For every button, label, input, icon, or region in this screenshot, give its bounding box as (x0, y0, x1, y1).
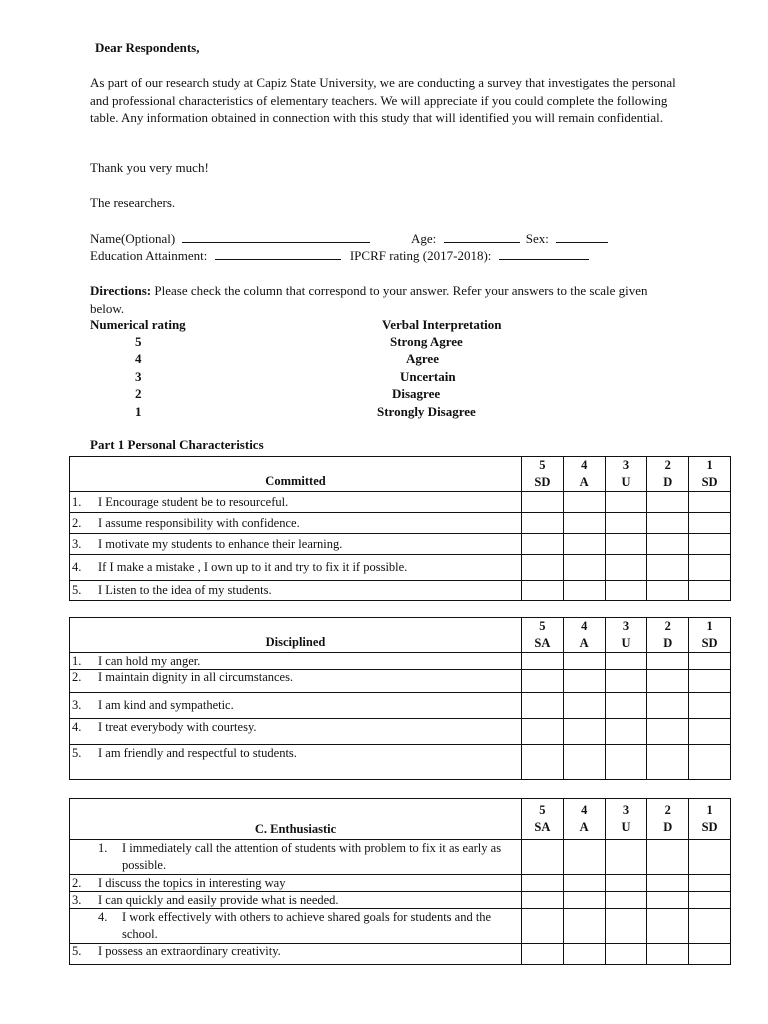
scale-header-numeric: Numerical rating (90, 317, 186, 332)
scale-number: 2 (135, 386, 142, 401)
rating-cell[interactable] (563, 555, 605, 581)
rating-cell[interactable] (647, 670, 689, 693)
rating-cell[interactable] (605, 875, 647, 892)
item-statement: 5. I am friendly and respectful to students. (70, 745, 522, 780)
rating-cell[interactable] (522, 513, 564, 534)
scale-number: 4 (135, 351, 142, 366)
rating-cell[interactable] (522, 492, 564, 513)
table-header-row (70, 799, 731, 840)
item-statement: 4. If I make a mistake , I own up to it and try to fix it if possible. (70, 555, 522, 581)
rating-cell[interactable] (647, 745, 689, 780)
table-row (70, 492, 731, 513)
table-row (70, 944, 731, 965)
table-row (70, 513, 731, 534)
rating-cell[interactable] (563, 653, 605, 670)
rating-cell[interactable] (689, 745, 731, 780)
age-field-row (411, 230, 608, 247)
rating-cell[interactable] (689, 670, 731, 693)
rating-cell[interactable] (522, 555, 564, 581)
rating-cell[interactable] (522, 670, 564, 693)
table-header-row (70, 618, 731, 653)
rating-cell[interactable] (522, 745, 564, 780)
rating-cell[interactable] (689, 581, 731, 601)
rating-cell[interactable] (605, 840, 647, 875)
table-row (70, 555, 731, 581)
table-row (70, 581, 731, 601)
rating-cell[interactable] (563, 670, 605, 693)
rating-cell[interactable] (647, 892, 689, 909)
item-statement: 2. I assume responsibility with confidence. (70, 513, 522, 534)
rating-cell[interactable] (689, 653, 731, 670)
rating-cell[interactable] (605, 492, 647, 513)
rating-cell[interactable] (605, 653, 647, 670)
scale-verbal: Disagree (392, 386, 441, 401)
table-header-row (70, 457, 731, 492)
item-statement: 1. I can hold my anger. (70, 653, 522, 670)
item-statement: 2. I maintain dignity in all circumstances. (70, 670, 522, 693)
item-statement: 4. I treat everybody with courtesy. (70, 719, 522, 745)
table-row (70, 670, 731, 693)
education-field-row (90, 247, 589, 264)
committed-table (69, 456, 731, 601)
item-statement: 5. I possess an extraordinary creativity. (70, 944, 522, 965)
rating-header-3: 3 U (605, 457, 647, 492)
rating-cell[interactable] (522, 719, 564, 745)
table-title: Disciplined (70, 618, 522, 653)
name-label: Name(Optional) (90, 231, 176, 246)
rating-header-5: 5 SA (522, 799, 564, 840)
rating-cell[interactable] (563, 944, 605, 965)
rating-header-5: 5 SD (522, 457, 564, 492)
scale-verbal: Agree (406, 351, 439, 366)
table-title: Committed (70, 457, 522, 492)
rating-cell[interactable] (605, 944, 647, 965)
education-label: Education Attainment: (90, 248, 208, 263)
rating-cell[interactable] (522, 693, 564, 719)
directions-text: Please check the column that correspond to your answer. Refer your answers to the scale given below. (90, 283, 648, 316)
sex-label: Sex: (525, 231, 549, 246)
signoff-text: The researchers. (90, 195, 176, 210)
rating-cell[interactable] (689, 513, 731, 534)
rating-cell[interactable] (647, 492, 689, 513)
intro-paragraph: As part of our research study at Capiz State University, we are conducting a survey that investigates the personal and professional characteristics of elementary teachers. We will appreciate if you could complete the following table. Any information obtained in connection with this study that will identified you will remain confidential. (90, 75, 676, 125)
rating-cell[interactable] (522, 875, 564, 892)
rating-cell[interactable] (563, 492, 605, 513)
rating-cell[interactable] (522, 840, 564, 875)
rating-cell[interactable] (563, 840, 605, 875)
rating-header-5: 5 SA (522, 618, 564, 653)
rating-cell[interactable] (563, 581, 605, 601)
rating-cell[interactable] (689, 693, 731, 719)
rating-header-4: 4 A (563, 457, 605, 492)
scale-header-verbal: Verbal Interpretation (382, 317, 502, 332)
education-input-line[interactable] (215, 247, 341, 260)
sex-input-line[interactable] (556, 230, 608, 243)
rating-cell[interactable] (563, 909, 605, 944)
rating-cell[interactable] (605, 513, 647, 534)
table-row (70, 653, 731, 670)
scale-verbal: Strongly Disagree (377, 404, 476, 419)
rating-cell[interactable] (689, 944, 731, 965)
scale-number: 1 (135, 404, 142, 419)
rating-cell[interactable] (689, 492, 731, 513)
enthusiastic-table (69, 798, 731, 965)
rating-cell[interactable] (647, 555, 689, 581)
rating-header-3: 3 U (605, 618, 647, 653)
table-row (70, 892, 731, 909)
rating-cell[interactable] (605, 909, 647, 944)
rating-cell[interactable] (605, 555, 647, 581)
rating-cell[interactable] (647, 875, 689, 892)
table-row (70, 693, 731, 719)
rating-cell[interactable] (605, 892, 647, 909)
thanks-text: Thank you very much! (90, 160, 209, 175)
rating-cell[interactable] (689, 892, 731, 909)
rating-cell[interactable] (563, 693, 605, 719)
rating-cell[interactable] (605, 534, 647, 555)
name-field-row (90, 230, 370, 247)
table-row (70, 840, 731, 875)
rating-cell[interactable] (605, 745, 647, 780)
ipcrf-label: IPCRF rating (2017-2018): (349, 248, 492, 263)
rating-header-2: 2 D (647, 457, 689, 492)
rating-cell[interactable] (689, 555, 731, 581)
rating-cell[interactable] (563, 892, 605, 909)
item-statement: 1. I immediately call the attention of students with problem to fix it as early as possible. (70, 840, 522, 875)
rating-cell[interactable] (647, 840, 689, 875)
rating-cell[interactable] (647, 534, 689, 555)
item-statement: 3. I am kind and sympathetic. (70, 693, 522, 719)
rating-cell[interactable] (605, 670, 647, 693)
item-statement: 1. I Encourage student be to resourceful. (70, 492, 522, 513)
table-row (70, 719, 731, 745)
disciplined-table (69, 617, 731, 780)
rating-cell[interactable] (563, 534, 605, 555)
item-statement: 3. I motivate my students to enhance their learning. (70, 534, 522, 555)
rating-header-3: 3 U (605, 799, 647, 840)
rating-cell[interactable] (689, 719, 731, 745)
rating-cell[interactable] (647, 719, 689, 745)
rating-cell[interactable] (522, 892, 564, 909)
rating-cell[interactable] (605, 693, 647, 719)
rating-cell[interactable] (563, 875, 605, 892)
table-row (70, 745, 731, 780)
directions-paragraph (90, 282, 680, 317)
scale-verbal: Strong Agree (390, 334, 463, 349)
item-statement: 3. I can quickly and easily provide what is needed. (70, 892, 522, 909)
scale-verbal: Uncertain (400, 369, 456, 384)
ipcrf-input-line[interactable] (499, 247, 589, 260)
scale-number: 3 (135, 369, 142, 384)
rating-cell[interactable] (522, 581, 564, 601)
rating-cell[interactable] (563, 719, 605, 745)
rating-header-2: 2 D (647, 799, 689, 840)
rating-header-4: 4 A (563, 799, 605, 840)
directions-label: Directions: (90, 283, 152, 298)
rating-cell[interactable] (647, 909, 689, 944)
rating-cell[interactable] (522, 909, 564, 944)
rating-cell[interactable] (647, 944, 689, 965)
rating-header-4: 4 A (563, 618, 605, 653)
rating-cell[interactable] (647, 653, 689, 670)
rating-cell[interactable] (647, 693, 689, 719)
rating-header-1: 1 SD (689, 457, 731, 492)
rating-cell[interactable] (689, 534, 731, 555)
item-statement: 5. I Listen to the idea of my students. (70, 581, 522, 601)
rating-cell[interactable] (605, 581, 647, 601)
rating-cell[interactable] (522, 653, 564, 670)
table-title: C. Enthusiastic (70, 799, 522, 840)
rating-cell[interactable] (689, 909, 731, 944)
rating-cell[interactable] (563, 513, 605, 534)
rating-cell[interactable] (647, 513, 689, 534)
rating-cell[interactable] (522, 944, 564, 965)
rating-cell[interactable] (563, 745, 605, 780)
rating-cell[interactable] (689, 840, 731, 875)
table-row (70, 909, 731, 944)
item-statement: 2. I discuss the topics in interesting way (70, 875, 522, 892)
scale-number: 5 (135, 334, 142, 349)
rating-header-2: 2 D (647, 618, 689, 653)
item-statement: 4. I work effectively with others to achieve shared goals for students and the school. (70, 909, 522, 944)
table-row (70, 534, 731, 555)
rating-cell[interactable] (689, 875, 731, 892)
greeting: Dear Respondents, (95, 40, 200, 55)
part1-title: Part 1 Personal Characteristics (90, 437, 264, 452)
rating-cell[interactable] (605, 719, 647, 745)
rating-cell[interactable] (647, 581, 689, 601)
rating-cell[interactable] (522, 534, 564, 555)
name-input-line[interactable] (182, 230, 370, 243)
rating-header-1: 1 SD (689, 799, 731, 840)
rating-header-1: 1 SD (689, 618, 731, 653)
table-row (70, 875, 731, 892)
age-input-line[interactable] (444, 230, 520, 243)
age-label: Age: (411, 231, 437, 246)
